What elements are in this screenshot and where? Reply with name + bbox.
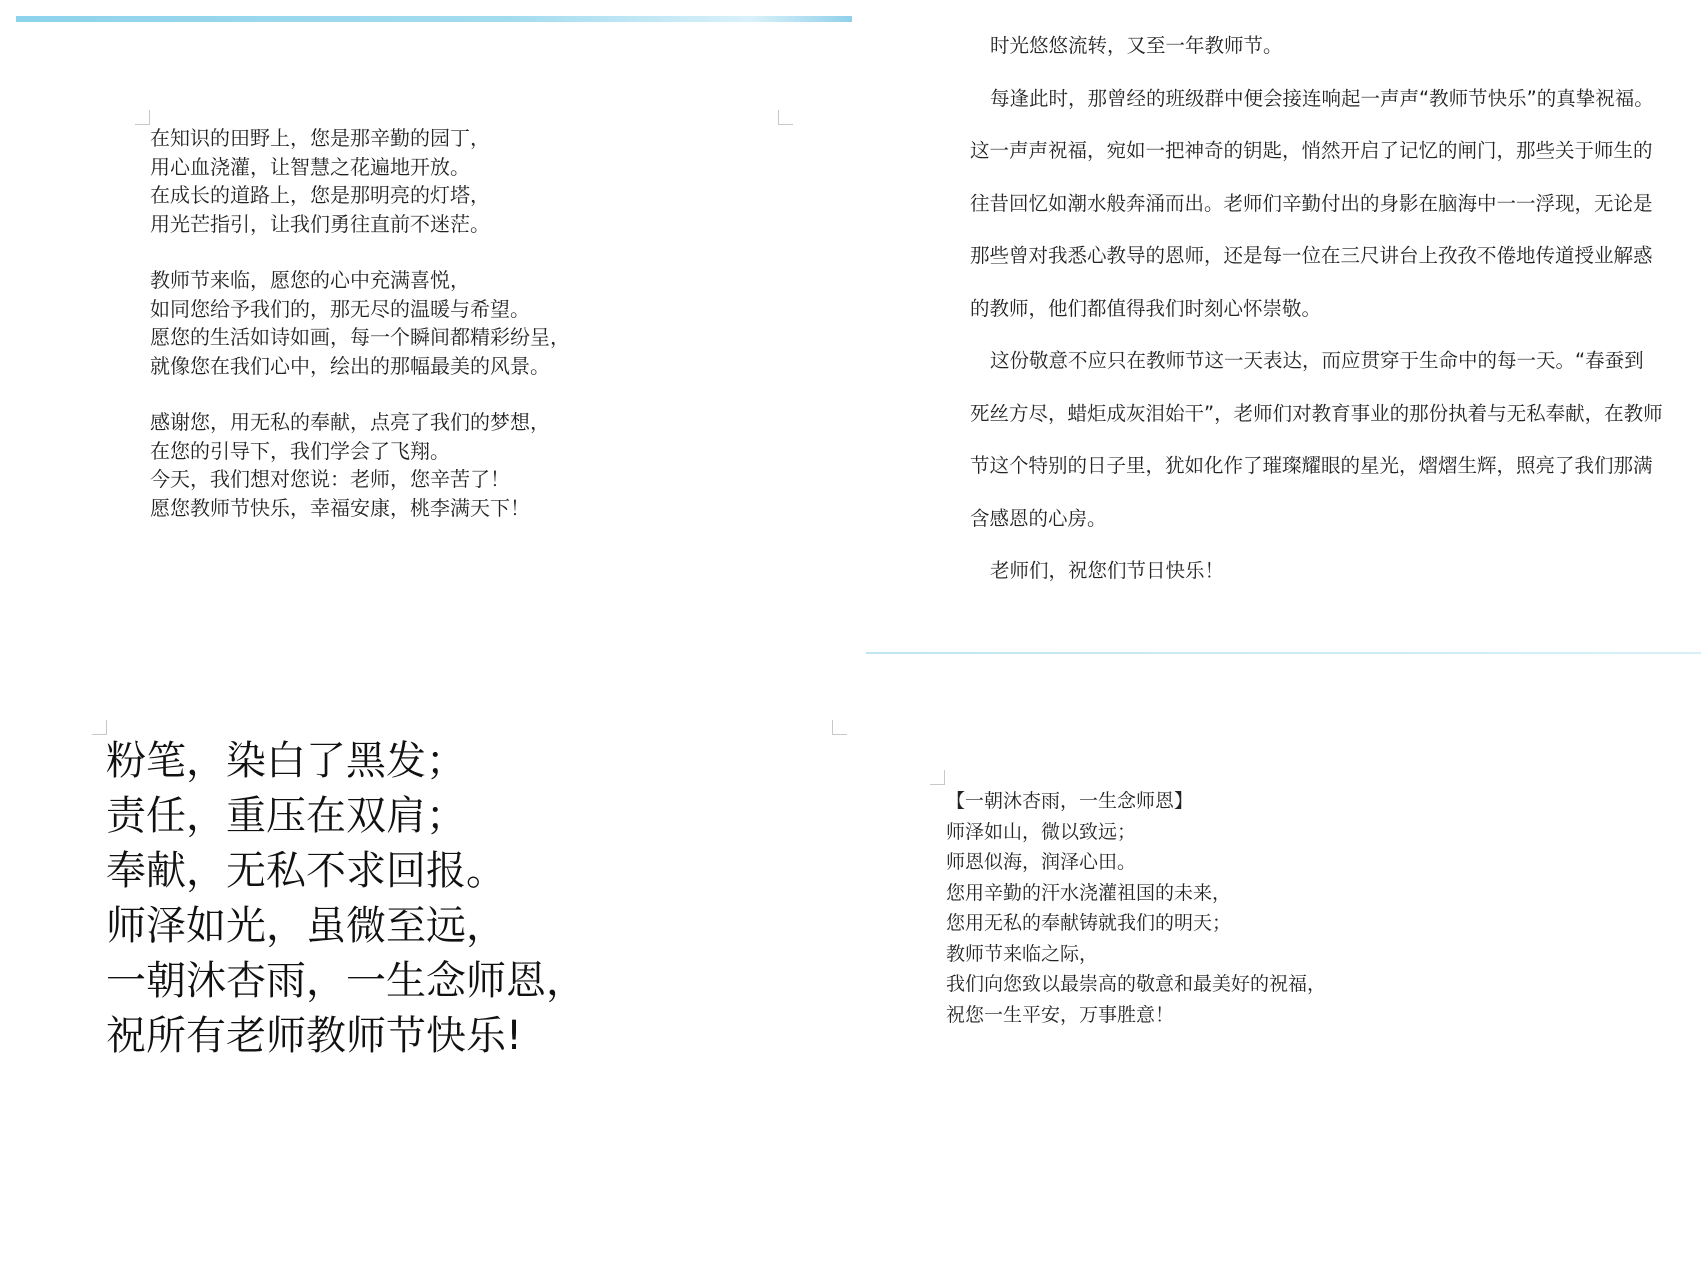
poem-line: 今天，我们想对您说：老师，您辛苦了！ xyxy=(150,467,510,491)
poem-line: 祝您一生平安，万事胜意！ xyxy=(946,1003,1175,1026)
poem-line: 教师节来临之际， xyxy=(946,942,1099,965)
essay-line: 含感恩的心房。 xyxy=(970,506,1107,530)
poem-line: 师泽如光，虽微至远， xyxy=(106,903,506,949)
poem-line: 您用无私的奉献铸就我们的明天； xyxy=(946,912,1232,934)
essay-line: 那些曾对我悉心教导的恩师，还是每一位在三尺讲台上孜孜不倦地传道授业解惑 xyxy=(970,244,1653,267)
poem-line: 就像您在我们心中，绘出的那幅最美的风景。 xyxy=(150,353,550,378)
poem-line: 在您的引导下，我们学会了飞翔。 xyxy=(150,438,450,463)
poem-line: 粉笔，染白了黑发； xyxy=(106,738,466,784)
page-corner-mark xyxy=(135,110,150,125)
poem-line: 师恩似海，润泽心田。 xyxy=(946,851,1137,873)
top-accent-bar xyxy=(16,16,852,22)
poem-line: 感谢您，用无私的奉献，点亮了我们的梦想， xyxy=(150,410,550,434)
essay-line: 节这个特别的日子里，犹如化作了璀璨耀眼的星光，熠熠生辉，照亮了我们那满 xyxy=(970,454,1653,477)
page-corner-mark xyxy=(92,720,107,735)
poem-line: 用心血浇灌，让智慧之花遍地开放。 xyxy=(150,154,470,179)
poem-line: 责任，重压在双肩； xyxy=(106,793,466,839)
poem-line: 您用辛勤的汗水浇灌祖国的未来， xyxy=(946,881,1232,904)
poem-stanza xyxy=(150,408,570,522)
poem-line: 教师节来临，愿您的心中充满喜悦， xyxy=(150,268,470,292)
poem-top-left xyxy=(150,124,570,550)
poem-line: 愿您的生活如诗如画，每一个瞬间都精彩纷呈， xyxy=(150,325,570,349)
essay-line: 往昔回忆如潮水般奔涌而出。老师们辛勤付出的身影在脑海中一一浮现，无论是 xyxy=(970,191,1653,215)
poem-line: 我们向您致以最崇高的敬意和最美好的祝福， xyxy=(946,973,1327,995)
divider-rule xyxy=(866,652,1701,654)
poem-title: 【一朝沐杏雨，一生念师恩】 xyxy=(946,790,1194,812)
poem-line: 在知识的田野上，您是那辛勤的园丁， xyxy=(150,126,490,150)
poem-line: 师泽如山，微以致远； xyxy=(946,820,1137,843)
poem-line: 一朝沐杏雨，一生念师恩， xyxy=(106,958,586,1004)
page-corner-mark xyxy=(832,720,847,735)
poem-line: 在成长的道路上，您是那明亮的灯塔， xyxy=(150,183,490,207)
poem-stanza xyxy=(150,266,570,380)
poem-line: 愿您教师节快乐，幸福安康，桃李满天下！ xyxy=(150,495,530,520)
essay-line: 这份敬意不应只在教师节这一天表达，而应贯穿于生命中的每一天。“春蚕到 xyxy=(990,349,1644,372)
essay-line: 的教师，他们都值得我们时刻心怀崇敬。 xyxy=(970,296,1322,320)
poem-stanza xyxy=(150,124,570,238)
page-corner-mark xyxy=(930,770,945,785)
poem-line: 奉献，无私不求回报。 xyxy=(106,848,506,894)
essay-top-right xyxy=(970,20,1670,598)
poem-line: 用光芒指引，让我们勇往直前不迷茫。 xyxy=(150,211,490,236)
poem-line: 祝所有老师教师节快乐! xyxy=(106,1013,523,1059)
essay-line: 这一声声祝福，宛如一把神奇的钥匙，悄然开启了记忆的闸门，那些关于师生的 xyxy=(970,139,1653,162)
poem-line: 如同您给予我们的，那无尽的温暖与希望。 xyxy=(150,296,530,321)
page-corner-mark xyxy=(778,110,793,125)
essay-line: 老师们，祝您们节日快乐！ xyxy=(990,559,1225,582)
essay-line: 每逢此时，那曾经的班级群中便会接连响起一声声“教师节快乐”的真挚祝福。 xyxy=(990,86,1654,110)
poem-bottom-right xyxy=(946,786,1326,1030)
essay-line: 死丝方尽，蜡炬成灰泪始干”，老师们对教育事业的那份执着与无私奉献，在教师 xyxy=(970,401,1663,425)
essay-line: 时光悠悠流转，又至一年教师节。 xyxy=(990,34,1283,57)
poem-bottom-left xyxy=(106,734,586,1064)
